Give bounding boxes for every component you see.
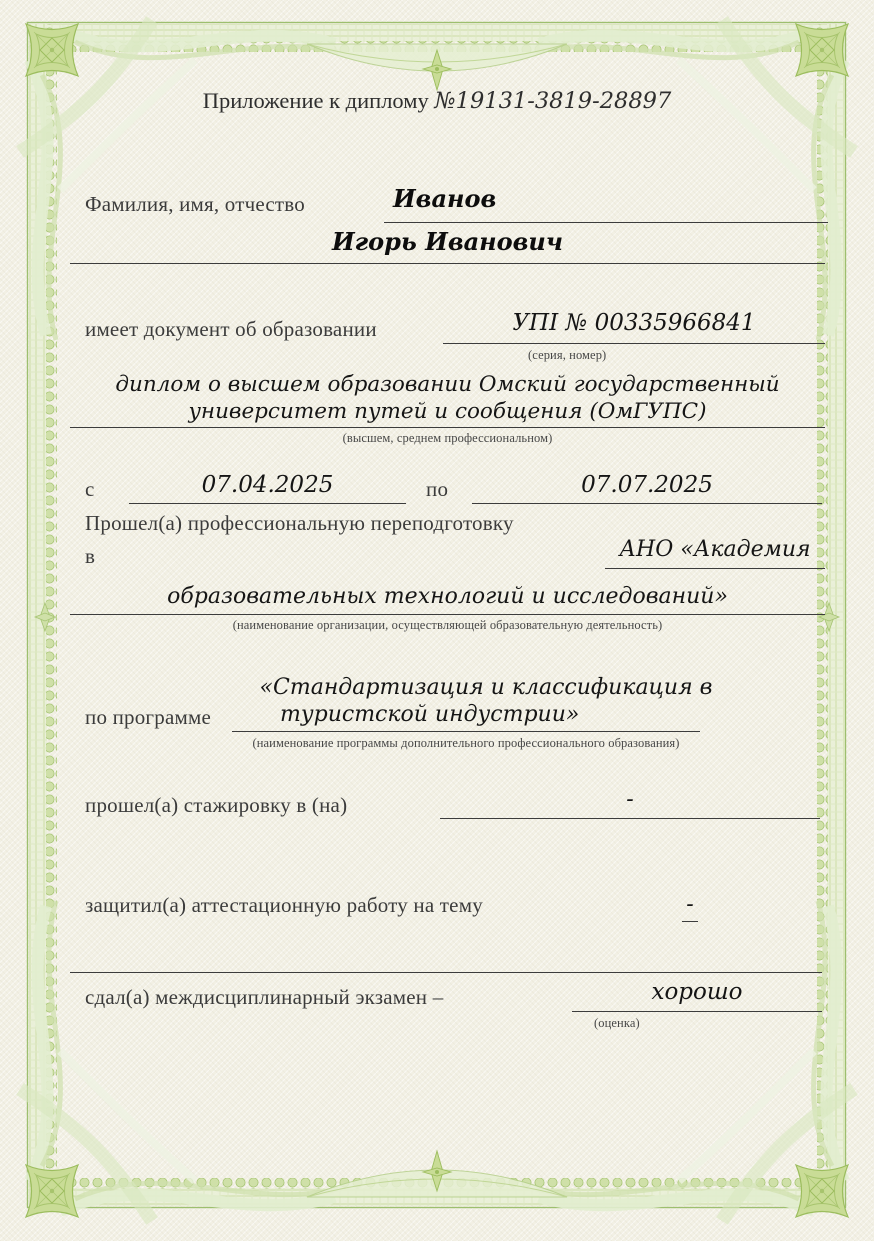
document-title xyxy=(0,88,874,114)
organization-line-2 xyxy=(70,614,825,615)
period-from-line xyxy=(129,503,406,504)
fio-label: Фамилия, имя, отчество xyxy=(85,192,305,216)
retraining-label: Прошел(а) профессиональную переподготовку xyxy=(85,511,514,535)
organization-value-line2: образовательных технологий и исследований» xyxy=(167,584,728,609)
fio-surname-value: Иванов xyxy=(393,184,497,213)
thesis-label: защитил(а) аттестационную работу на тему xyxy=(85,893,483,917)
program-value-line1: «Стандартизация и классификация в xyxy=(259,675,713,700)
period-to-label: по xyxy=(426,477,449,501)
organization-value-line1: АНО «Академия xyxy=(619,537,811,562)
period-from-date: 07.04.2025 xyxy=(201,472,334,498)
exam-line xyxy=(572,1011,822,1012)
period-to-date: 07.07.2025 xyxy=(581,472,713,498)
program-label: по программе xyxy=(85,705,211,729)
education-document-caption: (серия, номер) xyxy=(528,348,607,362)
thesis-value: - xyxy=(686,892,694,917)
organization-caption: (наименование организации, осуществляющей образовательную деятельность) xyxy=(232,618,663,632)
education-document-value: УПІ № 00335966841 xyxy=(512,310,756,336)
diploma-description-caption: (высшем, среднем профессиональном) xyxy=(342,431,553,445)
program-caption: (наименование программы дополнительного профессионального образования) xyxy=(252,736,680,750)
exam-grade-value: хорошо xyxy=(651,979,743,1005)
education-document-line xyxy=(443,343,825,344)
internship-value: - xyxy=(626,787,634,812)
retraining-in-label: в xyxy=(85,544,96,568)
fio-name-patronymic-value: Игорь Иванович xyxy=(331,227,563,256)
title-prefix: Приложение к диплому xyxy=(202,88,435,113)
diploma-description-line1: диплом о высшем образовании Омский государственный xyxy=(115,372,780,397)
period-from-label: с xyxy=(85,477,95,501)
internship-label: прошел(а) стажировку в (на) xyxy=(85,793,348,817)
diploma-description-line xyxy=(70,427,825,428)
education-document-label: имеет документ об образовании xyxy=(85,317,377,341)
thesis-line xyxy=(70,972,822,973)
diploma-number: №19131-3819-28897 xyxy=(434,88,672,114)
organization-line-1 xyxy=(605,568,825,569)
fio-line-2 xyxy=(70,263,825,264)
fio-line-1 xyxy=(384,222,828,223)
internship-line xyxy=(440,818,820,819)
period-to-line xyxy=(472,503,822,504)
diploma-description-line2: университет путей и сообщения (ОмГУПС) xyxy=(188,399,707,424)
program-value-line2: туристской индустрии» xyxy=(280,702,580,727)
program-line xyxy=(232,731,700,732)
thesis-value-line xyxy=(682,921,698,922)
exam-label: сдал(а) междисциплинарный экзамен – xyxy=(85,985,444,1009)
exam-caption: (оценка) xyxy=(594,1016,640,1030)
